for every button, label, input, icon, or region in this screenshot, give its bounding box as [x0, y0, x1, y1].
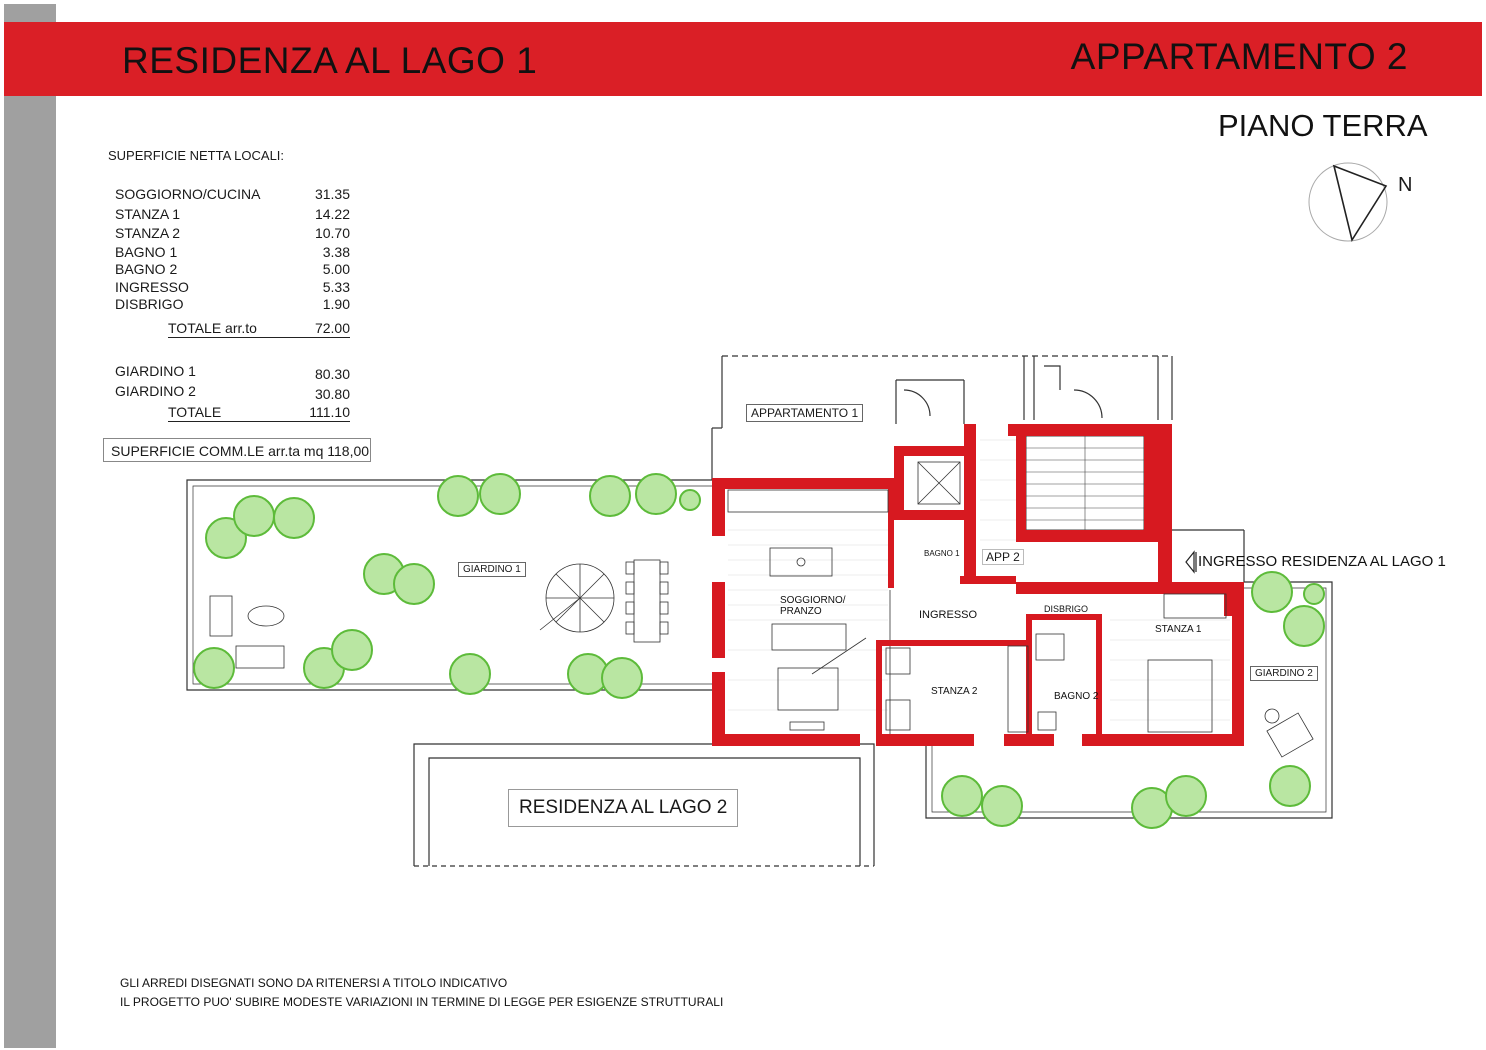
- room-name: STANZA 1: [115, 206, 181, 222]
- room-name: STANZA 2: [115, 225, 181, 241]
- project-title: RESIDENZA AL LAGO 1: [122, 40, 538, 81]
- entrance-arrow-icon: [1186, 552, 1196, 572]
- room-area: 5.00: [322, 261, 350, 277]
- pranzo-label: PRANZO: [780, 606, 822, 617]
- total-value: 72.00: [314, 320, 350, 336]
- floor-label: PIANO TERRA: [1218, 108, 1428, 143]
- room-name: SOGGIORNO/CUCINA: [115, 186, 261, 202]
- room-name: DISBRIGO: [115, 296, 184, 312]
- room-area: 14.22: [314, 206, 350, 222]
- appartamento-1-label: APPARTAMENTO 1: [746, 404, 863, 422]
- bagno-2-label: BAGNO 2: [1054, 691, 1099, 702]
- garden-area: 30.80: [314, 386, 350, 402]
- room-area: 1.90: [322, 296, 350, 312]
- room-name: BAGNO 2: [115, 261, 178, 277]
- project-variation-note: IL PROGETTO PUO' SUBIRE MODESTE VARIAZIONI IN TERMINE DI LEGGE PER ESIGENZE STRUTTURALI: [120, 995, 724, 1009]
- app-2-label: APP 2: [982, 549, 1024, 565]
- apartment-title: APPARTAMENTO 2: [1070, 36, 1408, 77]
- commercial-area-box: SUPERFICIE COMM.LE arr.ta mq 118,00: [103, 438, 371, 462]
- total-label: TOTALE arr.to: [168, 320, 257, 336]
- giardino-2-label: GIARDINO 2: [1250, 666, 1318, 681]
- room-area: 3.38: [322, 244, 350, 260]
- bagno-1-label: BAGNO 1: [924, 549, 960, 558]
- total-value: 111.10: [309, 404, 350, 420]
- ingresso-label: INGRESSO: [919, 609, 978, 621]
- garden-area: 80.30: [314, 366, 350, 382]
- disbrigo-label: DISBRIGO: [1044, 604, 1089, 614]
- apartment-2-walls: [712, 424, 1244, 746]
- furniture-note: GLI ARREDI DISEGNATI SONO DA RITENERSI A TITOLO INDICATIVO: [120, 976, 508, 990]
- stanza-1-label: STANZA 1: [1155, 624, 1202, 635]
- garden-name: GIARDINO 1: [115, 363, 196, 379]
- total-label: TOTALE: [168, 404, 222, 420]
- room-area: 5.33: [322, 279, 350, 295]
- room-name: BAGNO 1: [115, 244, 178, 260]
- areas-title: SUPERFICIE NETTA LOCALI:: [108, 148, 285, 163]
- stanza-2-label: STANZA 2: [931, 686, 978, 697]
- room-area: 31.35: [314, 186, 350, 202]
- garden-name: GIARDINO 2: [115, 383, 196, 399]
- north-label: N: [1398, 174, 1413, 196]
- giardino-1-label: GIARDINO 1: [458, 562, 526, 577]
- room-area: 10.70: [314, 225, 350, 241]
- soggiorno-label: SOGGIORNO/: [780, 595, 846, 606]
- ingresso-residenza-label: INGRESSO RESIDENZA AL LAGO 1: [1198, 553, 1446, 570]
- room-name: INGRESSO: [115, 279, 189, 295]
- residenza-2-label: RESIDENZA AL LAGO 2: [508, 789, 738, 827]
